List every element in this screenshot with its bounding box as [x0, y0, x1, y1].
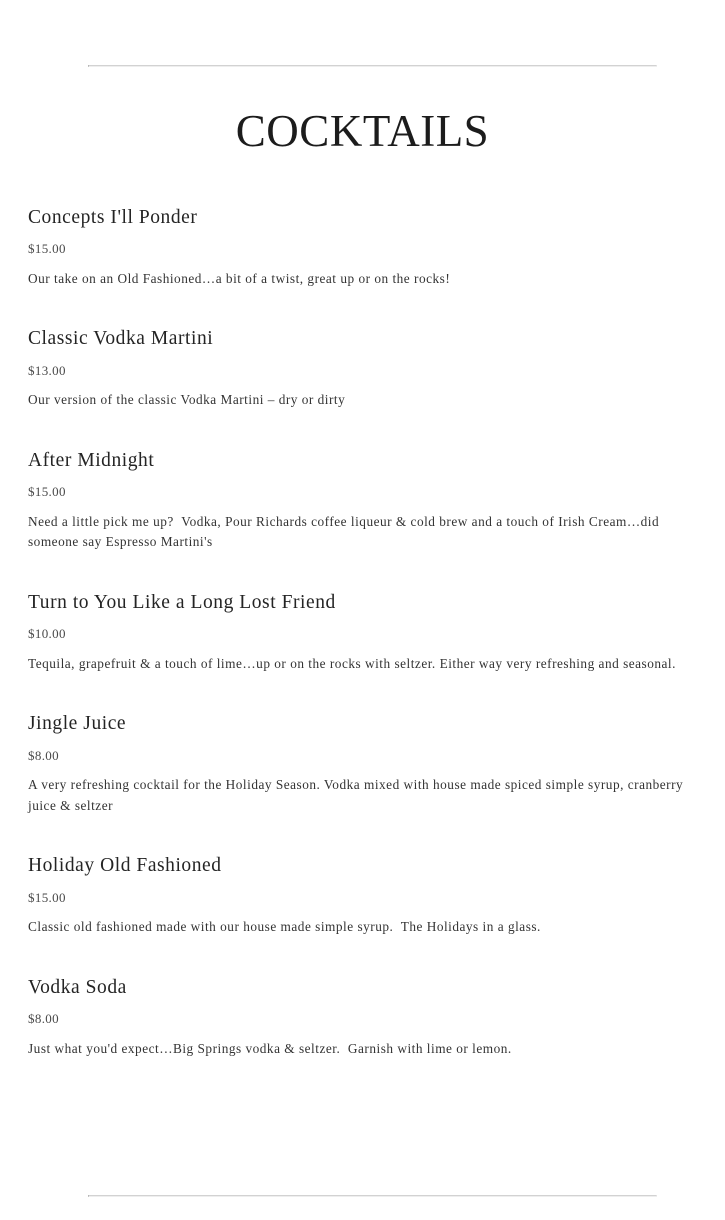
menu-item-price: $15.00: [28, 241, 66, 257]
menu-item-name: Turn to You Like a Long Lost Friend: [28, 591, 336, 613]
menu-item-price: $8.00: [28, 747, 59, 763]
menu-item-name: Jingle Juice: [28, 713, 127, 735]
menu-item-price: $15.00: [28, 484, 66, 500]
menu-item: [28, 327, 700, 410]
menu-item-price: $10.00: [28, 626, 66, 642]
menu-item-name: Vodka Soda: [28, 976, 127, 998]
menu-item: [28, 976, 700, 1059]
menu-item: [28, 206, 700, 289]
top-divider: [88, 65, 657, 67]
menu-item: [28, 712, 700, 816]
menu-item-description: Our version of the classic Vodka Martini – dry or dirty: [28, 392, 346, 408]
menu-item-description: Tequila, grapefruit & a touch of lime…up or on the rocks with seltzer. Either way very refreshing and seasonal.: [28, 655, 676, 671]
menu-item: [28, 591, 700, 674]
menu-item: [28, 449, 700, 553]
menu-item-name: Concepts I'll Ponder: [28, 207, 198, 228]
menu-item-description: Classic old fashioned made with our house made simple syrup. The Holidays in a glass.: [28, 919, 541, 935]
menu-item-description: A very refreshing cocktail for the Holiday Season. Vodka mixed with house made spiced simple syrup, cranberry juice & seltzer: [28, 777, 687, 813]
menu-item-description: Just what you'd expect…Big Springs vodka & seltzer. Garnish with lime or lemon.: [28, 1040, 512, 1056]
menu-item-price: $15.00: [28, 889, 66, 905]
cocktail-menu-list: [28, 206, 700, 1059]
menu-item-description: Our take on an Old Fashioned…a bit of a twist, great up or on the rocks!: [28, 270, 451, 286]
menu-item-name: Classic Vodka Martini: [28, 328, 214, 350]
menu-item-description: Need a little pick me up? Vodka, Pour Richards coffee liqueur & cold brew and a touch of Irish Cream…did someone say Espresso Martini's: [28, 513, 663, 550]
menu-item-price: $8.00: [28, 1011, 59, 1027]
page-title: COCKTAILS: [235, 106, 490, 156]
menu-item-name: After Midnight: [28, 449, 155, 471]
menu-item-name: Holiday Old Fashioned: [28, 855, 222, 877]
menu-item-price: $13.00: [28, 362, 66, 378]
menu-item: [28, 854, 700, 937]
bottom-divider: [88, 1195, 657, 1197]
